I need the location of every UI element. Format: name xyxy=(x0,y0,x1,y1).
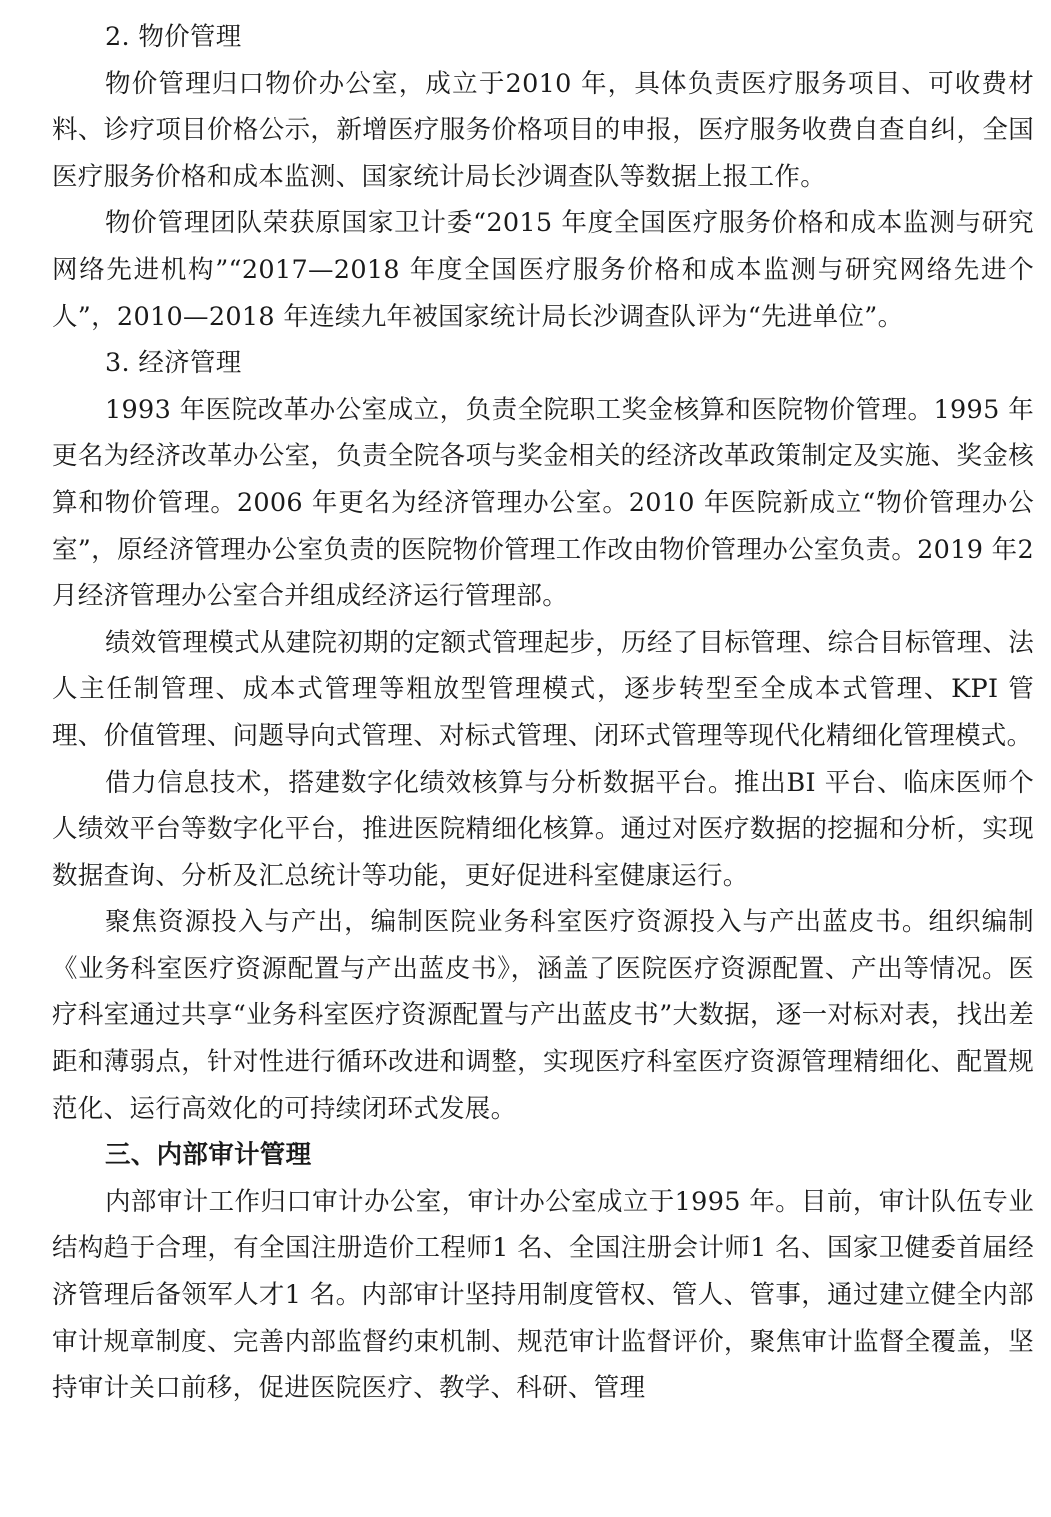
paragraph: 绩效管理模式从建院初期的定额式管理起步，历经了目标管理、综合目标管理、法人主任制管理、成本式管理等粗放型管理模式，逐步转型至全成本式管理、KPI 管理、价值管理、问题导向式管理、对标式管理、闭环式管理等现代化精细化管理模式。 xyxy=(52,627,1034,751)
section-heading-economic-management: 3. 经济管理 xyxy=(105,348,242,379)
section-heading-internal-audit: 三、内部审计管理 xyxy=(105,1140,312,1171)
paragraph: 聚焦资源投入与产出，编制医院业务科室医疗资源投入与产出蓝皮书。组织编制《业务科室医疗资源配置与产出蓝皮书》，涵盖了医院医疗资源配置、产出等情况。医疗科室通过共享“业务科室医疗资源配置与产出蓝皮书”大数据，逐一对标对表，找出差距和薄弱点，针对性进行循环改进和调整，实现医疗科室医疗资源管理精细化、配置规范化、运行高效化的可持续闭环式发展。 xyxy=(52,907,1034,1124)
paragraph: 物价管理归口物价办公室，成立于2010 年，具体负责医疗服务项目、可收费材料、诊疗项目价格公示，新增医疗服务价格项目的申报，医疗服务收费自查自纠，全国医疗服务价格和成本监测、国家统计局长沙调查队等数据上报工作。 xyxy=(52,68,1034,192)
paragraph: 1993 年医院改革办公室成立，负责全院职工奖金核算和医院物价管理。1995 年更名为经济改革办公室，负责全院各项与奖金相关的经济改革政策制定及实施、奖金核算和物价管理。2006 年更名为经济管理办公室。2010 年医院新成立“物价管理办公室”，原经济管理办公室负责的医院物价管理工作改由物价管理办公室负责。2019 年2 月经济管理办公室合并组成经济运行管理部。 xyxy=(52,394,1034,612)
paragraph: 物价管理团队荣获原国家卫计委“2015 年度全国医疗服务价格和成本监测与研究网络先进机构”“2017—2018 年度全国医疗服务价格和成本监测与研究网络先进个人”，2010—2018 年连续九年被国家统计局长沙调查队评为“先进单位”。 xyxy=(52,208,1034,332)
paragraph: 借力信息技术，搭建数字化绩效核算与分析数据平台。推出BI 平台、临床医师个人绩效平台等数字化平台，推进医院精细化核算。通过对医疗数据的挖掘和分析，实现数据查询、分析及汇总统计等功能，更好促进科室健康运行。 xyxy=(52,767,1034,891)
paragraph: 内部审计工作归口审计办公室，审计办公室成立于1995 年。目前，审计队伍专业结构趋于合理，有全国注册造价工程师1 名、全国注册会计师1 名、国家卫健委首届经济管理后备领军人才1 名。内部审计坚持用制度管权、管人、管事，通过建立健全内部审计规章制度、完善内部监督约束机制、规范审计监督评价，聚焦审计监督全覆盖，坚持审计关口前移，促进医院医疗、教学、科研、管理 xyxy=(52,1186,1034,1404)
document-page xyxy=(52,14,1034,1412)
section-heading-price-management: 2. 物价管理 xyxy=(105,22,242,52)
